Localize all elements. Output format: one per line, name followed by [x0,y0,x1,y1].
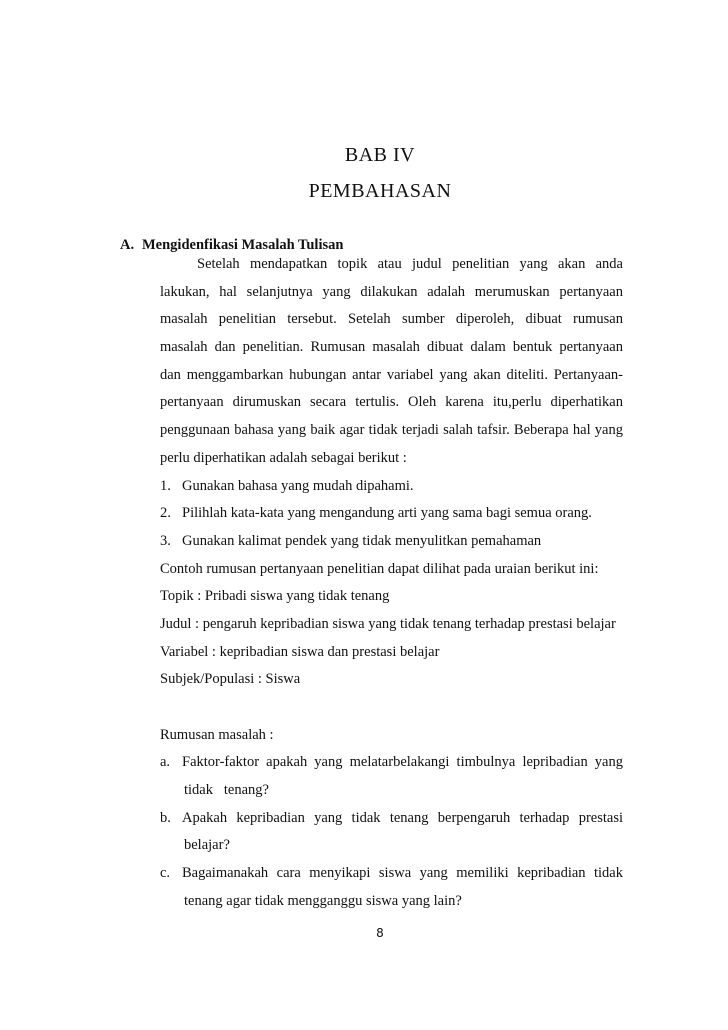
paragraph-line: masalah penelitian tersebut. Setelah sumber diperoleh, dibuat rumusan [160,311,623,328]
chapter-number: BAB IV [344,144,416,166]
numbered-list-item [160,473,623,501]
list-number: 3. [160,532,171,549]
paragraph-line: pertanyaan dirumuskan secara tertulis. Oleh karena itu,perlu diperhatikan [160,394,623,411]
example-line: Judul : pengaruh kepribadian siswa yang tidak tenang terhadap prestasi belajar [160,615,616,632]
body-text [160,251,623,916]
section-letter: A. [120,237,135,253]
page-number: 8 [376,926,384,940]
paragraph-line: perlu diperhatikan adalah sebagai berikut : [160,449,407,466]
lettered-list-item [160,860,623,888]
list-item-text: Gunakan bahasa yang mudah dipahami. [182,477,414,494]
example-line: Subjek/Populasi : Siswa [160,671,301,688]
blank-line [160,694,623,722]
lettered-list-item [160,749,623,777]
list-item-text: Bagaimanakah cara menyikapi siswa yang memiliki kepribadian tidak [182,865,623,882]
list-letter: c. [160,865,171,882]
list-item-continuation: tidak tenang? [184,782,269,799]
paragraph-line: lakukan, hal selanjutnya yang dilakukan adalah merumuskan pertanyaan [160,283,623,300]
paragraph-line: Setelah mendapatkan topik atau judul penelitian yang akan anda [197,256,623,272]
list-number: 2. [160,505,171,522]
list-item-text: Pilihlah kata-kata yang mengandung arti yang sama bagi semua orang. [182,505,592,522]
list-item-continuation: belajar? [184,837,230,854]
example-line: Topik : Pribadi siswa yang tidak tenang [160,588,390,605]
paragraph-line: dan menggambarkan hubungan antar variabel yang akan diteliti. Pertanyaan- [160,366,623,383]
rumusan-label: Rumusan masalah : [160,726,274,743]
paragraph-line: penggunaan bahasa yang baik agar tidak terjadi salah tafsir. Beberapa hal yang [160,422,623,439]
chapter-title: PEMBAHASAN [308,180,452,202]
section-title: Mengidenfikasi Masalah Tulisan [142,237,344,253]
numbered-list-item [160,500,623,528]
list-number: 1. [160,477,171,494]
list-item-text: Apakah kepribadian yang tidak tenang berpengaruh terhadap prestasi [182,809,623,826]
numbered-list-item [160,528,623,556]
list-letter: b. [160,809,171,826]
example-line: Contoh rumusan pertanyaan penelitian dapat dilihat pada uraian berikut ini: [160,560,599,577]
list-item-text: Faktor-faktor apakah yang melatarbelakangi timbulnya lepribadian yang [182,754,623,771]
list-item-continuation: tenang agar tidak mengganggu siswa yang lain? [184,892,462,909]
lettered-list-item [160,805,623,833]
example-line: Variabel : kepribadian siswa dan prestasi belajar [160,643,440,660]
list-letter: a. [160,754,171,771]
paragraph-line: masalah dan penelitian. Rumusan masalah dibuat dalam bentuk pertanyaan [160,339,623,356]
list-item-text: Gunakan kalimat pendek yang tidak menyulitkan pemahaman [182,532,542,549]
